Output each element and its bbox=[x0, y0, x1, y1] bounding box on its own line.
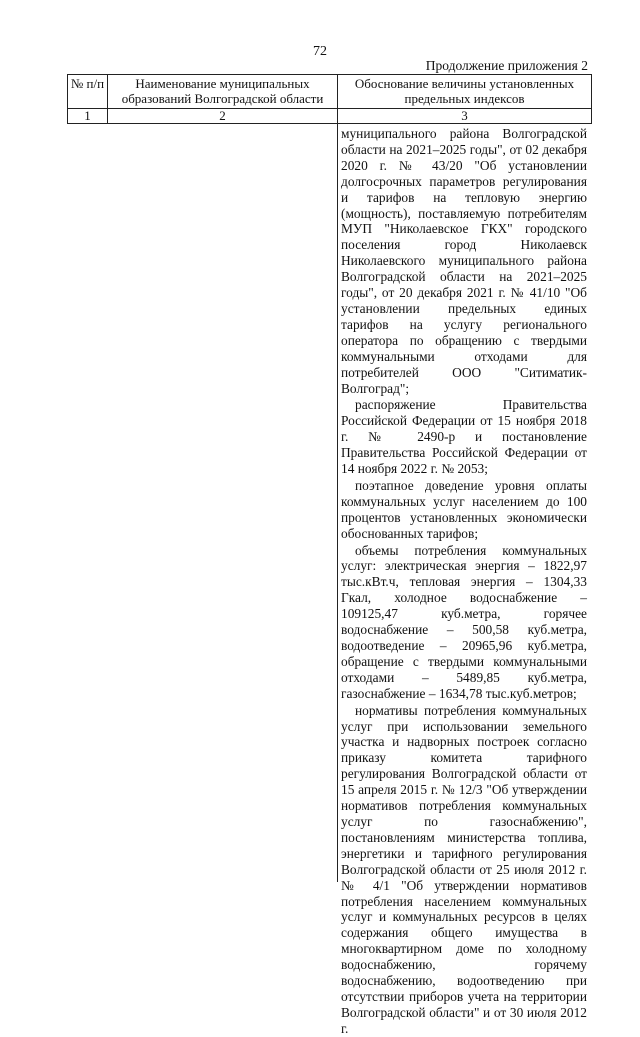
header-number: № п/п bbox=[68, 75, 108, 109]
column-number-row bbox=[68, 109, 592, 124]
column-number-1: 1 bbox=[68, 109, 108, 124]
continuation-label: Продолжение приложения 2 bbox=[425, 58, 588, 73]
table-header-row bbox=[68, 75, 592, 109]
paragraph-payment-level: поэтапное доведение уровня оплаты коммунальных услуг населением до 100 процентов установленных экономически обоснованных тарифов; bbox=[341, 477, 587, 541]
appendix-table bbox=[67, 74, 592, 124]
header-municipality: Наименование муниципальных образований Волгоградской области bbox=[108, 75, 338, 109]
paragraph-government-orders: распоряжение Правительства Российской Федерации от 15 ноября 2018 г. № 2490-р и постановление Правительства Российской Федерации от 14 ноября 2022 г. № 2053; bbox=[341, 397, 587, 477]
page-number: 72 bbox=[313, 44, 327, 59]
column-number-3: 3 bbox=[338, 109, 592, 124]
paragraph-consumption-volumes: объемы потребления коммунальных услуг: электрическая энергия – 1822,97 тыс.кВт.ч, тепловая энергия – 1304,33 Гкал, холодное водоснабжение – 109125,47 куб.метра, горячее водоснабжение – 500,58 куб.метра, водоотведение – 20965,96 куб.метра, обращение с твердыми коммунальными отходами – 5489,85 куб.метра, газоснабжение – 1634,78 тыс.куб.метров; bbox=[341, 542, 587, 701]
header-justification: Обоснование величины установленных предельных индексов bbox=[338, 75, 592, 109]
column-divider bbox=[337, 122, 338, 882]
paragraph-consumption-norms: нормативы потребления коммунальных услуг при использовании земельного участка и надворных построек согласно приказу комитета тарифного регулирования Волгоградской области от 15 апреля 2015 г. № 12/3 "Об утверждении нормативов потребления коммунальных услуг по газоснабжению", постановлениям министерства топлива, энергетики и тарифного регулирования Волгоградской области от 25 июля 2012 г. № 4/1 "Об утверждении нормативов потребления населением коммунальных услуг и коммунальных ресурсов в целях содержания общего имущества в многоквартирном доме по холодному водоснабжению, горячему водоснабжению, водоотведению при отсутствии приборов учета на территории Волгоградской области" и от 30 июля 2012 г. bbox=[341, 702, 587, 1036]
justification-text bbox=[341, 126, 587, 1037]
column-number-2: 2 bbox=[108, 109, 338, 124]
paragraph-tariff-resolutions: муниципального района Волгоградской области на 2021–2025 годы", от 02 декабря 2020 г. № 43/20 "Об установлении долгосрочных параметров регулирования и тарифов на тепловую энергию (мощность), поставляемую потребителям МУП "Николаевское ГКХ" городского поселения город Николаевск Николаевского муниципального района Волгоградской области на 2021–2025 годы", от 20 декабря 2021 г. № 41/10 "Об установлении предельных единых тарифов на услугу регионального оператора по обращению с твердыми коммунальными отходами для потребителей ООО "Ситиматик-Волгоград"; bbox=[341, 126, 587, 396]
